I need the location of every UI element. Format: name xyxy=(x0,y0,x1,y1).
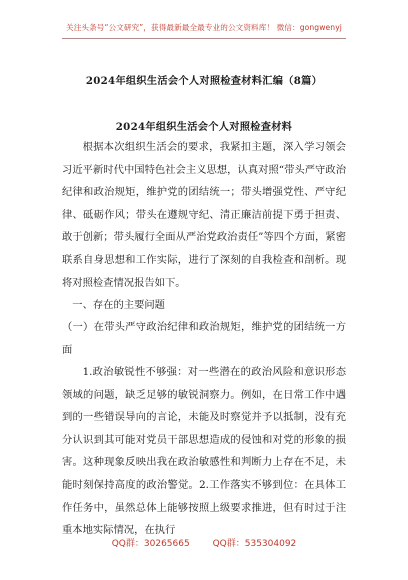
header-divider xyxy=(62,38,346,39)
intro-paragraph: 根据本次组织生活会的要求，我紧扣主题，深入学习领会习近平新时代中国特色社会主义思想，认真对照“带头严守政治纪律和政治规矩，维护党的团结统一；带头增强党性、严守纪律、砥砺作风；带头在遵规守纪、清正廉洁前提下勇于担责、敢于创新；带头履行全面从严治党政治责任”等四个方面，紧密联系自身思想和工作实际，进行了深刻的自我检查和剖析。现将对照检查情况报告如下。 xyxy=(62,141,346,289)
issue-paragraph: 1.政治敏锐性不够强：对一些潜在的政治风险和意识形态领域的问题，缺乏足够的敏锐洞察力。例如，在日常工作中遇到的一些错误导向的言论，未能及时察觉并予以抵制，没有充分认识到其可能对党员干部思想造成的侵蚀和对党的形象的损害。这种现象反映出我在政治敏感性和判断力上存在不足，未能时刻保持高度的政治警觉。2.工作落实不够到位：在具体工作任务中，虽然总体上能够按照上级要求推进，但有时过于注重本地实际情况，在执行 xyxy=(62,366,346,537)
section-heading: 一、存在的主要问题 xyxy=(72,299,165,311)
header-banner: 关注头条号“公文研究”，获得最新最全最专业的公文资料库！ 微信：gongwenyj xyxy=(66,23,342,32)
qq-group-2: QQ群：535304092 xyxy=(212,539,297,549)
subsection-heading: （一）在带头严守政治纪律和政治规矩，维护党的团结统一方面 xyxy=(62,321,346,356)
qq-group-1: QQ群：30265665 xyxy=(111,539,190,549)
document-title: 2024年组织生活会个人对照检查材料汇编（8篇） xyxy=(85,75,323,87)
footer-contact xyxy=(0,536,408,549)
document-subtitle: 2024年组织生活会个人对照检查材料 xyxy=(115,121,293,133)
